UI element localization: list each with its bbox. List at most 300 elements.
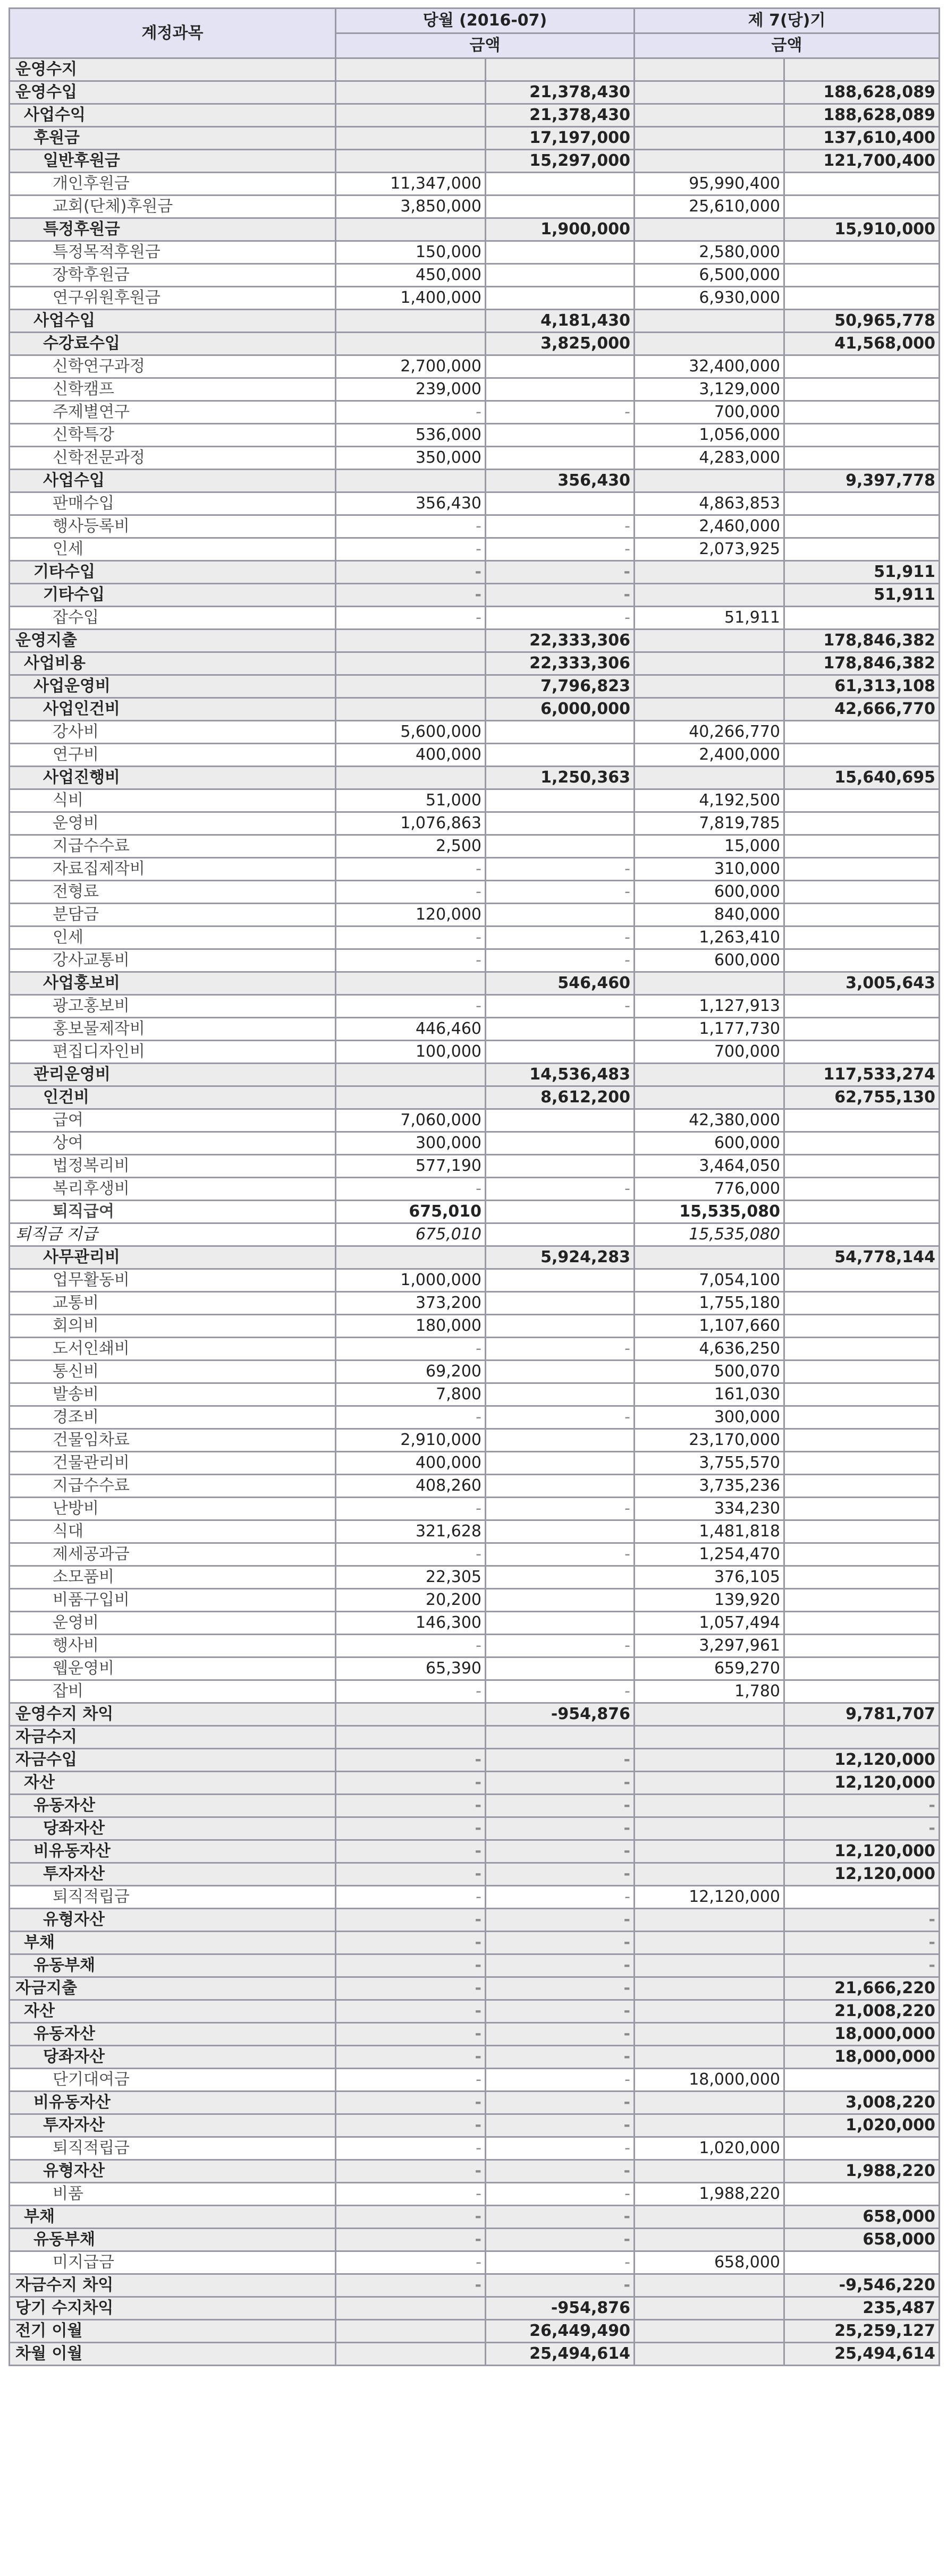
period-total-cell: [784, 492, 940, 515]
month-detail-cell: 408,260: [336, 1475, 486, 1498]
month-total-cell: -: [486, 1954, 635, 1977]
account-name-cell: 유동부채: [10, 2229, 336, 2251]
table-row: [10, 630, 940, 652]
month-total-cell: [486, 1520, 635, 1543]
period-detail-cell: 12,120,000: [635, 1886, 784, 1909]
period-total-cell: [784, 2137, 940, 2160]
period-detail-cell: 3,464,050: [635, 1155, 784, 1178]
period-detail-cell: 3,129,000: [635, 378, 784, 401]
period-total-cell: [784, 1498, 940, 1520]
period-detail-cell: 600,000: [635, 1132, 784, 1155]
month-detail-cell: 675,010: [336, 1201, 486, 1223]
table-row: [10, 1475, 940, 1498]
month-detail-cell: [336, 58, 486, 81]
account-name-cell: 비품구입비: [10, 1589, 336, 1612]
period-total-cell: [784, 1361, 940, 1383]
month-detail-cell: -: [336, 1909, 486, 1932]
account-name-cell: 잡수입: [10, 607, 336, 630]
month-detail-cell: -: [336, 561, 486, 584]
month-detail-cell: -: [336, 607, 486, 630]
account-name-cell: 사업진행비: [10, 767, 336, 789]
period-detail-cell: [635, 1932, 784, 1954]
period-total-cell: [784, 1657, 940, 1680]
period-total-cell: 62,755,130: [784, 1086, 940, 1109]
period-detail-cell: [635, 972, 784, 995]
table-row: [10, 1840, 940, 1863]
period-total-cell: 18,000,000: [784, 2023, 940, 2046]
header-row: [10, 8, 940, 33]
account-name-cell: 운영비: [10, 812, 336, 835]
month-total-cell: -: [486, 1795, 635, 1817]
period-detail-cell: [635, 584, 784, 607]
month-total-cell: 26,449,490: [486, 2320, 635, 2343]
period-detail-cell: 500,070: [635, 1361, 784, 1383]
table-row: [10, 1315, 940, 1338]
period-detail-cell: 7,819,785: [635, 812, 784, 835]
month-detail-cell: [336, 767, 486, 789]
month-detail-cell: 65,390: [336, 1657, 486, 1680]
period-detail-cell: 3,297,961: [635, 1635, 784, 1657]
account-name-cell: 인세: [10, 538, 336, 561]
period-detail-cell: 1,127,913: [635, 995, 784, 1018]
period-detail-cell: [635, 1772, 784, 1795]
account-name-cell: 부채: [10, 1932, 336, 1954]
month-detail-cell: -: [336, 1772, 486, 1795]
table-row: [10, 721, 940, 744]
account-name-cell: 급여: [10, 1109, 336, 1132]
month-total-cell: 25,494,614: [486, 2343, 635, 2366]
month-detail-cell: 450,000: [336, 264, 486, 287]
month-total-cell: [486, 1383, 635, 1406]
period-detail-cell: 1,107,660: [635, 1315, 784, 1338]
table-row: [10, 2069, 940, 2092]
month-detail-cell: 577,190: [336, 1155, 486, 1178]
table-row: [10, 1201, 940, 1223]
table-row: [10, 2320, 940, 2343]
table-row: [10, 1132, 940, 1155]
period-total-cell: 3,005,643: [784, 972, 940, 995]
table-body: [10, 58, 940, 2366]
month-detail-cell: 300,000: [336, 1132, 486, 1155]
month-detail-cell: -: [336, 538, 486, 561]
table-row: [10, 2251, 940, 2274]
month-total-cell: -: [486, 1338, 635, 1361]
account-name-cell: 제세공과금: [10, 1543, 336, 1566]
period-detail-cell: [635, 2023, 784, 2046]
table-row: [10, 1909, 940, 1932]
month-detail-cell: -: [336, 2274, 486, 2297]
account-name-cell: 운영수지 차익: [10, 1703, 336, 1726]
period-total-cell: [784, 1041, 940, 1064]
period-total-cell: [784, 538, 940, 561]
period-detail-cell: 2,073,925: [635, 538, 784, 561]
account-name-cell: 자료집제작비: [10, 858, 336, 881]
account-name-cell: 난방비: [10, 1498, 336, 1520]
period-detail-cell: [635, 150, 784, 173]
account-name-cell: 연구위원후원금: [10, 287, 336, 310]
account-name-cell: 당기 수지차익: [10, 2297, 336, 2320]
period-total-cell: [784, 995, 940, 1018]
month-detail-cell: 321,628: [336, 1520, 486, 1543]
period-detail-cell: [635, 2320, 784, 2343]
account-name-cell: 차월 이월: [10, 2343, 336, 2366]
table-row: [10, 1429, 940, 1452]
account-name-cell: 전형료: [10, 881, 336, 904]
period-detail-cell: 1,177,730: [635, 1018, 784, 1041]
table-row: [10, 1635, 940, 1657]
account-name-cell: 유동자산: [10, 2023, 336, 2046]
month-detail-cell: -: [336, 2183, 486, 2206]
period-detail-cell: [635, 127, 784, 150]
table-row: [10, 1726, 940, 1749]
month-total-cell: -: [486, 2046, 635, 2069]
month-total-cell: [486, 1429, 635, 1452]
financial-statement-table: [9, 7, 940, 2366]
period-total-cell: 21,666,220: [784, 1977, 940, 2000]
period-detail-cell: 1,020,000: [635, 2137, 784, 2160]
account-name-cell: 사업수입: [10, 310, 336, 333]
period-detail-cell: 1,254,470: [635, 1543, 784, 1566]
table-row: [10, 310, 940, 333]
month-detail-cell: 536,000: [336, 424, 486, 447]
table-row: [10, 561, 940, 584]
month-detail-cell: [336, 1086, 486, 1109]
period-detail-cell: 776,000: [635, 1178, 784, 1201]
period-detail-cell: 700,000: [635, 401, 784, 424]
period-detail-cell: [635, 104, 784, 127]
table-row: [10, 150, 940, 173]
period-detail-cell: 1,780: [635, 1680, 784, 1703]
month-total-cell: -: [486, 2183, 635, 2206]
month-total-cell: -: [486, 1543, 635, 1566]
month-detail-cell: 400,000: [336, 1452, 486, 1475]
account-name-cell: 장학후원금: [10, 264, 336, 287]
period-detail-cell: [635, 2092, 784, 2114]
account-name-cell: 강사교통비: [10, 949, 336, 972]
month-detail-cell: [336, 81, 486, 104]
period-detail-cell: [635, 561, 784, 584]
period-detail-cell: 1,481,818: [635, 1520, 784, 1543]
period-detail-cell: 7,054,100: [635, 1269, 784, 1292]
month-detail-cell: 373,200: [336, 1292, 486, 1315]
month-detail-cell: [336, 127, 486, 150]
table-row: [10, 2046, 940, 2069]
month-total-cell: -: [486, 1635, 635, 1657]
period-detail-cell: [635, 2229, 784, 2251]
month-total-cell: [486, 58, 635, 81]
account-name-cell: 사업수익: [10, 104, 336, 127]
period-detail-cell: 4,283,000: [635, 447, 784, 470]
month-total-cell: -: [486, 2206, 635, 2229]
table-row: [10, 1155, 940, 1178]
table-row: [10, 241, 940, 264]
month-total-cell: [486, 241, 635, 264]
month-detail-cell: 7,060,000: [336, 1109, 486, 1132]
period-detail-cell: [635, 1726, 784, 1749]
period-total-cell: [784, 2251, 940, 2274]
account-name-cell: 자산: [10, 2000, 336, 2023]
account-name-cell: 식대: [10, 1520, 336, 1543]
period-total-cell: [784, 424, 940, 447]
period-detail-cell: 600,000: [635, 881, 784, 904]
period-detail-cell: 2,580,000: [635, 241, 784, 264]
month-detail-cell: 2,500: [336, 835, 486, 858]
period-detail-cell: 2,460,000: [635, 515, 784, 538]
period-total-cell: 178,846,382: [784, 652, 940, 675]
period-total-cell: 1,020,000: [784, 2114, 940, 2137]
table-row: [10, 104, 940, 127]
period-detail-cell: 600,000: [635, 949, 784, 972]
period-detail-cell: 1,056,000: [635, 424, 784, 447]
month-total-cell: [486, 1315, 635, 1338]
month-detail-cell: -: [336, 1178, 486, 1201]
table-row: [10, 835, 940, 858]
account-name-cell: 당좌자산: [10, 2046, 336, 2069]
account-name-cell: 교통비: [10, 1292, 336, 1315]
month-amount-header: 금액: [336, 33, 635, 58]
current-month-header: 당월 (2016-07): [336, 8, 635, 33]
period-total-cell: 25,259,127: [784, 2320, 940, 2343]
period-total-cell: [784, 1886, 940, 1909]
month-detail-cell: -: [336, 2137, 486, 2160]
period-total-cell: 3,008,220: [784, 2092, 940, 2114]
month-total-cell: -: [486, 2160, 635, 2183]
month-detail-cell: 2,910,000: [336, 1429, 486, 1452]
table-row: [10, 1086, 940, 1109]
period-total-cell: [784, 1223, 940, 1246]
month-detail-cell: -: [336, 1406, 486, 1429]
account-name-cell: 편집디자인비: [10, 1041, 336, 1064]
period-total-cell: [784, 1726, 940, 1749]
month-detail-cell: -: [336, 1954, 486, 1977]
table-row: [10, 1498, 940, 1520]
month-total-cell: [486, 173, 635, 195]
month-total-cell: [486, 492, 635, 515]
account-name-cell: 운영비: [10, 1612, 336, 1635]
period-detail-cell: [635, 1909, 784, 1932]
account-name-cell: 건물임차료: [10, 1429, 336, 1452]
period-detail-cell: 32,400,000: [635, 355, 784, 378]
month-detail-cell: -: [336, 2251, 486, 2274]
table-row: [10, 2297, 940, 2320]
account-name-cell: 행사비: [10, 1635, 336, 1657]
table-row: [10, 1452, 940, 1475]
period-total-cell: 51,911: [784, 561, 940, 584]
account-name-cell: 사업수입: [10, 470, 336, 492]
account-name-cell: 비품: [10, 2183, 336, 2206]
month-total-cell: [486, 812, 635, 835]
period-total-cell: 137,610,400: [784, 127, 940, 150]
month-total-cell: -: [486, 995, 635, 1018]
account-name-cell: 사업인건비: [10, 698, 336, 721]
period-detail-cell: 15,000: [635, 835, 784, 858]
account-name-cell: 미지급금: [10, 2251, 336, 2274]
table-row: [10, 2229, 940, 2251]
table-row: [10, 789, 940, 812]
month-detail-cell: [336, 652, 486, 675]
account-name-cell: 퇴직적립금: [10, 2137, 336, 2160]
table-row: [10, 1064, 940, 1086]
table-row: [10, 1520, 940, 1543]
period-total-cell: 15,640,695: [784, 767, 940, 789]
account-name-cell: 신학캠프: [10, 378, 336, 401]
month-total-cell: 356,430: [486, 470, 635, 492]
month-detail-cell: -: [336, 881, 486, 904]
month-detail-cell: 675,010: [336, 1223, 486, 1246]
period-detail-cell: 95,990,400: [635, 173, 784, 195]
month-detail-cell: 400,000: [336, 744, 486, 767]
period-total-cell: -9,546,220: [784, 2274, 940, 2297]
period-detail-cell: 4,863,853: [635, 492, 784, 515]
period-total-cell: [784, 287, 940, 310]
month-detail-cell: -: [336, 515, 486, 538]
period-detail-cell: [635, 2114, 784, 2137]
period-detail-cell: 6,500,000: [635, 264, 784, 287]
month-detail-cell: 7,800: [336, 1383, 486, 1406]
month-total-cell: [486, 744, 635, 767]
period-total-cell: [784, 1680, 940, 1703]
month-total-cell: 3,825,000: [486, 333, 635, 355]
account-name-cell: 유형자산: [10, 1909, 336, 1932]
period-detail-cell: 334,230: [635, 1498, 784, 1520]
period-detail-cell: [635, 1749, 784, 1772]
period-total-cell: [784, 1589, 940, 1612]
period-detail-cell: [635, 2297, 784, 2320]
account-name-cell: 연구비: [10, 744, 336, 767]
month-total-cell: -: [486, 2023, 635, 2046]
month-detail-cell: -: [336, 1886, 486, 1909]
period-total-cell: [784, 789, 940, 812]
period-total-cell: 658,000: [784, 2206, 940, 2229]
account-name-cell: 사업비용: [10, 652, 336, 675]
period-detail-cell: [635, 1795, 784, 1817]
account-name-cell: 인세: [10, 926, 336, 949]
month-total-cell: [486, 835, 635, 858]
account-name-cell: 잡비: [10, 1680, 336, 1703]
table-row: [10, 81, 940, 104]
period-detail-cell: [635, 1977, 784, 2000]
period-total-cell: -: [784, 1932, 940, 1954]
month-total-cell: 22,333,306: [486, 652, 635, 675]
table-row: [10, 1566, 940, 1589]
month-total-cell: 6,000,000: [486, 698, 635, 721]
period-total-cell: [784, 744, 940, 767]
month-detail-cell: -: [336, 926, 486, 949]
table-row: [10, 1406, 940, 1429]
period-amount-header: 금액: [635, 33, 940, 58]
period-total-cell: [784, 1201, 940, 1223]
month-detail-cell: [336, 150, 486, 173]
period-total-cell: 18,000,000: [784, 2046, 940, 2069]
month-total-cell: [486, 1657, 635, 1680]
table-row: [10, 744, 940, 767]
period-total-cell: -: [784, 1817, 940, 1840]
month-detail-cell: 3,850,000: [336, 195, 486, 218]
month-detail-cell: [336, 104, 486, 127]
account-name-cell: 퇴직급여: [10, 1201, 336, 1223]
period-total-cell: -: [784, 1909, 940, 1932]
period-detail-cell: 1,263,410: [635, 926, 784, 949]
month-detail-cell: 1,076,863: [336, 812, 486, 835]
account-name-cell: 유동자산: [10, 1795, 336, 1817]
period-total-cell: 12,120,000: [784, 1863, 940, 1886]
period-detail-cell: [635, 58, 784, 81]
period-detail-cell: 2,400,000: [635, 744, 784, 767]
month-total-cell: 21,378,430: [486, 104, 635, 127]
period-detail-cell: [635, 310, 784, 333]
month-total-cell: [486, 1589, 635, 1612]
period-detail-cell: [635, 2343, 784, 2366]
month-detail-cell: -: [336, 995, 486, 1018]
month-detail-cell: 150,000: [336, 241, 486, 264]
month-total-cell: [486, 1452, 635, 1475]
period-total-cell: [784, 264, 940, 287]
month-total-cell: -: [486, 607, 635, 630]
period-total-cell: [784, 1132, 940, 1155]
account-name-cell: 전기 이월: [10, 2320, 336, 2343]
period-detail-cell: 300,000: [635, 1406, 784, 1429]
period-total-cell: [784, 1315, 940, 1338]
account-name-cell: 기타수입: [10, 584, 336, 607]
table-row: [10, 1292, 940, 1315]
period-total-cell: [784, 1429, 940, 1452]
month-detail-cell: [336, 698, 486, 721]
month-detail-cell: -: [336, 1680, 486, 1703]
period-total-cell: 12,120,000: [784, 1772, 940, 1795]
account-name-cell: 회의비: [10, 1315, 336, 1338]
period-detail-cell: 1,755,180: [635, 1292, 784, 1315]
month-total-cell: 7,796,823: [486, 675, 635, 698]
period-detail-cell: 4,192,500: [635, 789, 784, 812]
period-detail-cell: 700,000: [635, 1041, 784, 1064]
period-total-cell: [784, 241, 940, 264]
month-total-cell: -: [486, 858, 635, 881]
month-detail-cell: 239,000: [336, 378, 486, 401]
table-row: [10, 2160, 940, 2183]
month-detail-cell: -: [336, 2206, 486, 2229]
table-row: [10, 1269, 940, 1292]
table-row: [10, 1749, 940, 1772]
month-total-cell: [486, 904, 635, 926]
account-name-cell: 강사비: [10, 721, 336, 744]
month-total-cell: -: [486, 881, 635, 904]
period-detail-cell: [635, 1840, 784, 1863]
period-detail-cell: [635, 1863, 784, 1886]
month-total-cell: [486, 1566, 635, 1589]
account-name-cell: 관리운영비: [10, 1064, 336, 1086]
period-total-cell: [784, 881, 940, 904]
account-name-cell: 단기대여금: [10, 2069, 336, 2092]
account-name-cell: 기타수입: [10, 561, 336, 584]
account-name-cell: 자금수지 차익: [10, 2274, 336, 2297]
table-row: [10, 2183, 940, 2206]
period-total-cell: [784, 173, 940, 195]
period-total-cell: [784, 1566, 940, 1589]
month-total-cell: [486, 264, 635, 287]
account-name-cell: 광고홍보비: [10, 995, 336, 1018]
table-row: [10, 1589, 940, 1612]
table-row: [10, 1680, 940, 1703]
month-total-cell: -: [486, 2069, 635, 2092]
table-row: [10, 972, 940, 995]
period-total-cell: [784, 1155, 940, 1178]
month-total-cell: [486, 447, 635, 470]
month-detail-cell: -: [336, 1863, 486, 1886]
month-detail-cell: 51,000: [336, 789, 486, 812]
table-row: [10, 1612, 940, 1635]
account-name-cell: 후원금: [10, 127, 336, 150]
period-total-cell: 117,533,274: [784, 1064, 940, 1086]
